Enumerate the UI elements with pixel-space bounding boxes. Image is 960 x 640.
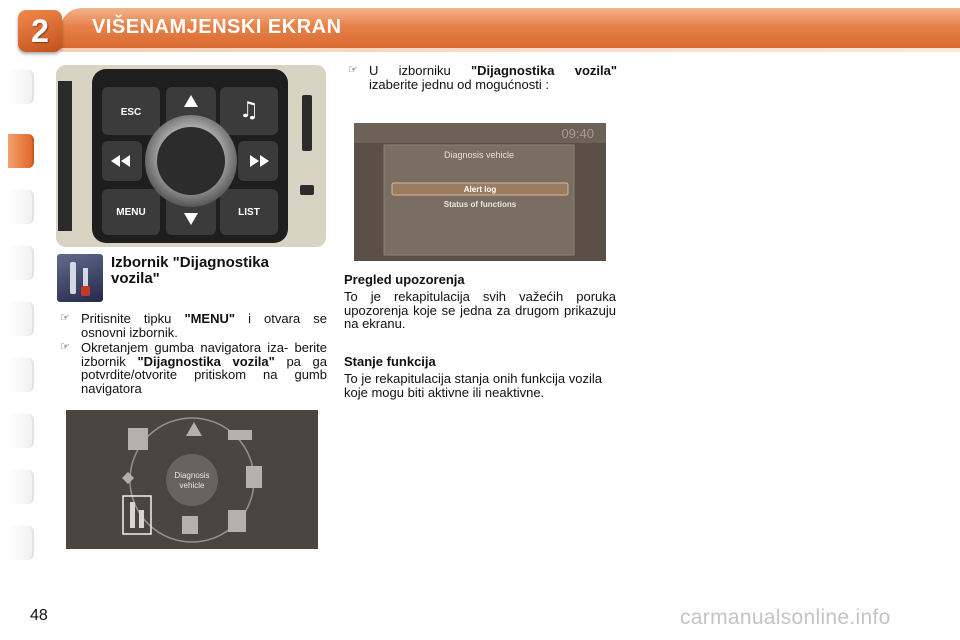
chapter-tab-active[interactable] bbox=[8, 134, 34, 168]
chapter-tab-strip bbox=[8, 70, 34, 570]
pointing-hand-icon: ☞ bbox=[60, 341, 70, 353]
chapter-badge: 2 bbox=[18, 10, 62, 52]
pointing-hand-icon: ☞ bbox=[348, 64, 358, 76]
chapter-tab[interactable] bbox=[8, 190, 34, 224]
menu-button-label: MENU bbox=[116, 207, 146, 218]
main-menu-screen-photo bbox=[66, 410, 318, 549]
section-heading-status: Stanje funkcija bbox=[344, 354, 436, 369]
instruction-bullet-2 bbox=[60, 341, 328, 397]
control-panel-illustration bbox=[56, 65, 326, 247]
list-button-label: LIST bbox=[238, 207, 260, 218]
section-text-status: To je rekapitulacija stanja onih funkcija vozila koje mogu biti aktivne ili neaktivne. bbox=[344, 371, 602, 400]
instruction-bullet-1 bbox=[60, 312, 328, 340]
chapter-tab[interactable] bbox=[8, 302, 34, 336]
instruction-text-2: Okretanjem gumba navigatora iza- berite izbornik "Dijagnostika vozila" pa ga potvrdite/otvorite pritiskom na gumb navigatora bbox=[81, 340, 327, 396]
svg-text:vehicle: vehicle bbox=[179, 481, 205, 490]
page-title: VIŠENAMJENSKI EKRAN bbox=[92, 16, 342, 38]
chapter-tab[interactable] bbox=[8, 246, 34, 280]
svg-text:Diagnosis: Diagnosis bbox=[174, 471, 210, 480]
control-panel-photo bbox=[56, 65, 326, 247]
instruction-text-1: Pritisnite tipku "MENU" i otvara se osnovni izbornik. bbox=[81, 311, 327, 340]
chapter-tab[interactable] bbox=[8, 70, 34, 104]
diag-option-status[interactable]: Status of functions bbox=[443, 200, 517, 209]
page-header bbox=[0, 0, 960, 58]
wrench-screwdriver-icon bbox=[57, 254, 103, 302]
chapter-tab[interactable] bbox=[8, 358, 34, 392]
section-heading-alerts: Pregled upozorenja bbox=[344, 272, 465, 287]
chapter-tab[interactable] bbox=[8, 526, 34, 560]
diag-option-alert-log[interactable]: Alert log bbox=[463, 185, 497, 194]
section-text-alerts: To je rekapitulacija svih važećih poruka upozorenja koje se jedna za drugom prikazuju na ekranu. bbox=[344, 289, 616, 331]
menu-title: Izbornik "Dijagnostika vozila" bbox=[111, 254, 269, 287]
instruction-bullet-3 bbox=[348, 64, 618, 92]
diagnosis-screen-photo bbox=[354, 123, 606, 261]
diag-screen-title: Diagnosis vehicle bbox=[443, 150, 515, 160]
chapter-tab[interactable] bbox=[8, 414, 34, 448]
instruction-text-3: U izborniku "Dijagnostika vozila" izaberite jednu od mogućnosti : bbox=[369, 63, 618, 92]
clock-readout: 09:40 bbox=[561, 126, 594, 141]
esc-button-label: ESC bbox=[120, 107, 142, 118]
page-number: 48 bbox=[30, 607, 48, 624]
pointing-hand-icon: ☞ bbox=[60, 312, 70, 324]
music-icon: ♫ bbox=[239, 98, 259, 123]
chapter-tab[interactable] bbox=[8, 470, 34, 504]
site-watermark: carmanualsonline.info bbox=[680, 606, 891, 629]
